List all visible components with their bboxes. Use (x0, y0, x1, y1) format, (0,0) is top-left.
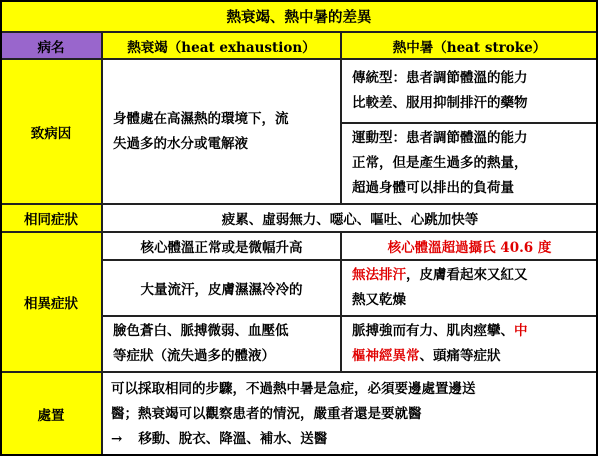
header-exhaustion-label: 熱衰竭（heat exhaustion） (127, 39, 316, 56)
diff-row2-stroke-line-1 (352, 263, 587, 288)
row-label-cause (0, 59, 102, 204)
cns-emphasis-part1: 中 (514, 323, 528, 339)
diff-row3-exhaustion-line-2: 等症狀（流失過多的體液） (113, 348, 275, 364)
row-label-same (0, 204, 102, 232)
treatment-steps: 移動、脫衣、降溫、補水、送醫 (138, 430, 328, 447)
cause-exertional-line-1: 運動型：患者調節體溫的能力 (352, 130, 528, 146)
cause-traditional-line-1: 傳統型：患者調節體溫的能力 (352, 70, 528, 86)
diff-row3-stroke (341, 316, 598, 372)
diff-row3-exhaustion-line-1: 臉色蒼白、脈搏微弱、血壓低 (113, 323, 289, 339)
cause-exhaustion-cell (102, 59, 341, 204)
diff-label: 相異症狀 (24, 296, 78, 312)
cns-emphasis-part2: 樞神經異常 (352, 348, 420, 364)
header-stroke-label: 熱中暑（heat stroke） (392, 39, 547, 56)
treatment-line-2: 醫；熱衰竭可以觀察患者的情況，嚴重者還是要就醫 (111, 405, 422, 422)
cause-label: 致病因 (30, 125, 72, 142)
diff-row1-stroke-text: 核心體溫超過攝氏 40.6 度 (387, 240, 552, 256)
cause-stroke-exertional-cell (341, 123, 598, 204)
diff-row2-exhaustion-text: 大量流汗，皮膚濕濕冷冷的 (140, 282, 303, 298)
same-symptoms-cell (102, 204, 598, 232)
diff-row3-stroke-line1-text: 脈搏強而有力、肌肉痙攣、 (352, 323, 514, 339)
same-symptoms-text: 疲累、虛弱無力、噁心、嘔吐、心跳加快等 (221, 212, 479, 228)
header-disease (0, 32, 102, 59)
diff-row3-stroke-line2-text: 、頭痛等症狀 (419, 348, 501, 364)
diff-row3-exhaustion (102, 316, 341, 372)
arrow-icon: → (111, 430, 123, 447)
diff-row2-stroke (341, 260, 598, 316)
diff-row1-stroke (341, 232, 598, 260)
cause-exertional-line-3: 超過身體可以排出的負荷量 (352, 180, 514, 196)
header-exhaustion (102, 32, 341, 59)
no-sweat-emphasis: 無法排汗 (352, 267, 406, 283)
title-text: 熱衰竭、熱中暑的差異 (226, 8, 372, 26)
treatment-line-1: 可以採取相同的步驟，不過熱中暑是急症，必須要邊處置邊送 (111, 380, 476, 397)
diff-row3-stroke-line-1 (352, 319, 587, 344)
cause-exhaustion-line-1: 身體處在高濕熱的環境下，流 (113, 110, 289, 127)
header-stroke (341, 32, 598, 59)
treatment-steps-line (111, 427, 587, 452)
diff-row2-stroke-rest: ，皮膚看起來又紅又 (406, 267, 528, 283)
cause-exhaustion-line-2: 失過多的水分或電解液 (113, 135, 248, 152)
diff-row3-stroke-line-2 (352, 344, 587, 369)
diff-row2-stroke-line-2: 熱又乾燥 (352, 292, 406, 308)
treatment-label: 處置 (37, 408, 65, 424)
cause-stroke-traditional-cell (341, 59, 598, 123)
treatment-cell (102, 372, 598, 456)
table-title (0, 0, 598, 32)
same-label: 相同症狀 (24, 212, 78, 228)
diff-row2-exhaustion (102, 260, 341, 316)
row-label-diff (0, 232, 102, 372)
row-label-treatment (0, 372, 102, 456)
header-disease-label: 病名 (37, 39, 65, 56)
cause-traditional-line-2: 比較差、服用抑制排汗的藥物 (352, 95, 528, 111)
cause-exertional-line-2: 正常，但是產生過多的熱量， (352, 155, 528, 171)
diff-row1-exhaustion (102, 232, 341, 260)
diff-row1-exhaustion-text: 核心體溫正常或是微幅升高 (140, 240, 303, 256)
